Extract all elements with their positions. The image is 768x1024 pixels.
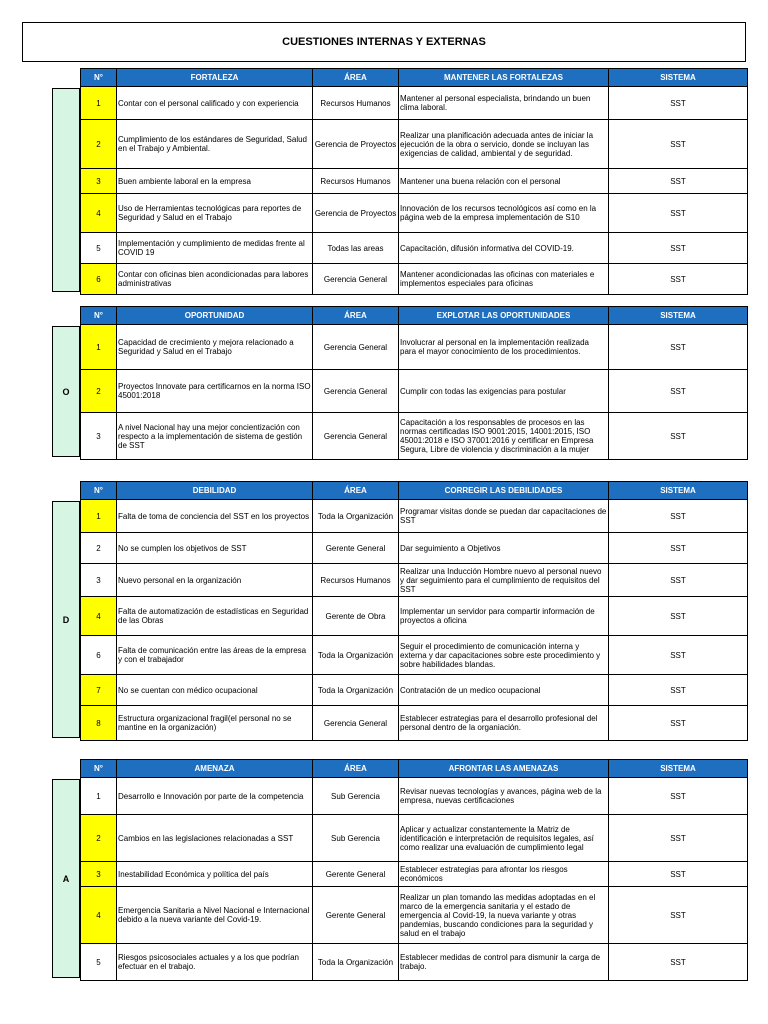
row-action: Capacitación a los responsables de procesos en las normas certificadas ISO 9001:2015, 14001:2015, ISO 45001:2018 e ISO 37001:2016 y certificar en Empresa Segura, Libre de violencia y discriminación a la mujer [399, 413, 609, 460]
row-sistema: SST [609, 862, 748, 887]
row-area: Sub Gerencia [313, 778, 399, 815]
table-row [81, 533, 748, 564]
row-area: Gerente General [313, 533, 399, 564]
row-action: Establecer estrategias para el desarrollo profesional del personal dentro de la organiación. [399, 706, 609, 741]
header-main: FORTALEZA [117, 69, 313, 87]
table-row [81, 597, 748, 636]
header-main: OPORTUNIDAD [117, 307, 313, 325]
row-action: Revisar nuevas tecnologías y avances, página web de la empresa, nuevas certificaciones [399, 778, 609, 815]
row-description: No se cumplen los objetivos de SST [117, 533, 313, 564]
row-description: Proyectos Innovate para certificarnos en la norma ISO 45001:2018 [117, 370, 313, 413]
row-area: Gerente General [313, 862, 399, 887]
row-sistema: SST [609, 944, 748, 981]
row-sistema: SST [609, 194, 748, 233]
header-area: ÁREA [313, 307, 399, 325]
row-action: Realizar una Inducción Hombre nuevo al personal nuevo y dar seguimiento para el cumplimiento de requisitos del SST [399, 564, 609, 597]
header-num: N° [81, 307, 117, 325]
header-action: EXPLOTAR LAS OPORTUNIDADES [399, 307, 609, 325]
row-area: Gerencia de Proyectos [313, 194, 399, 233]
row-action: Programar visitas donde se puedan dar capacitaciones de SST [399, 500, 609, 533]
row-sistema: SST [609, 264, 748, 295]
row-area: Toda la Organización [313, 675, 399, 706]
row-action: Realizar un plan tomando las medidas adoptadas en el marco de la emergencia sanitaria y el estado de emergencia al Covid-19, la nueva variante y otras pandemias, buscando condiciones para la seguridad y salud en el trabajo [399, 887, 609, 944]
row-description: Falta de toma de conciencia del SST en los proyectos [117, 500, 313, 533]
header-num: N° [81, 760, 117, 778]
row-description: Nuevo personal en la organización [117, 564, 313, 597]
row-sistema: SST [609, 169, 748, 194]
row-area: Gerencia General [313, 370, 399, 413]
row-area: Gerencia General [313, 413, 399, 460]
row-description: No se cuentan con médico ocupacional [117, 675, 313, 706]
table-row [81, 675, 748, 706]
row-sistema: SST [609, 500, 748, 533]
row-area: Gerencia General [313, 325, 399, 370]
row-area: Toda la Organización [313, 636, 399, 675]
row-area: Recursos Humanos [313, 169, 399, 194]
row-action: Implementar un servidor para compartir información de proyectos a oficina [399, 597, 609, 636]
row-number: 3 [81, 564, 117, 597]
header-sistema: SISTEMA [609, 307, 748, 325]
row-number: 1 [81, 87, 117, 120]
row-area: Recursos Humanos [313, 87, 399, 120]
header-area: ÁREA [313, 69, 399, 87]
table-row [81, 862, 748, 887]
table-amenaza [80, 759, 748, 981]
row-action: Cumplir con todas las exigencias para postular [399, 370, 609, 413]
row-description: Inestabilidad Económica y política del país [117, 862, 313, 887]
table-row [81, 233, 748, 264]
side-label-fortaleza [52, 88, 80, 292]
row-description: Contar con oficinas bien acondicionadas para labores administrativas [117, 264, 313, 295]
table-row [81, 370, 748, 413]
side-label-debilidad: D [52, 501, 80, 738]
row-sistema: SST [609, 413, 748, 460]
header-num: N° [81, 482, 117, 500]
row-sistema: SST [609, 815, 748, 862]
row-sistema: SST [609, 533, 748, 564]
table-row [81, 706, 748, 741]
row-description: Falta de comunicación entre las áreas de la empresa y con el trabajador [117, 636, 313, 675]
row-area: Gerente de Obra [313, 597, 399, 636]
row-number: 6 [81, 636, 117, 675]
row-number: 2 [81, 370, 117, 413]
row-sistema: SST [609, 636, 748, 675]
row-sistema: SST [609, 706, 748, 741]
row-action: Realizar una planificación adecuada antes de iniciar la ejecución de la obra o servicio, donde se incluyan las exigencias de calidad, ambiental y de seguridad. [399, 120, 609, 169]
row-description: Estructura organizacional fragil(el personal no se mantine en la organización) [117, 706, 313, 741]
row-description: Falta de automatización de estadísticas en Seguridad de las Obras [117, 597, 313, 636]
row-area: Toda la Organización [313, 944, 399, 981]
row-action: Capacitación, difusión informativa del COVID-19. [399, 233, 609, 264]
header-sistema: SISTEMA [609, 760, 748, 778]
header-action: AFRONTAR LAS AMENAZAS [399, 760, 609, 778]
row-sistema: SST [609, 233, 748, 264]
row-action: Mantener una buena relación con el personal [399, 169, 609, 194]
header-action: CORREGIR LAS DEBILIDADES [399, 482, 609, 500]
row-description: Contar con el personal calificado y con experiencia [117, 87, 313, 120]
table-row [81, 564, 748, 597]
row-description: Capacidad de crecimiento y mejora relacionado a Seguridad y Salud en el Trabajo [117, 325, 313, 370]
row-action: Establecer estrategias para afrontar los riesgos económicos [399, 862, 609, 887]
row-number: 3 [81, 413, 117, 460]
row-area: Gerente General [313, 887, 399, 944]
row-action: Innovación de los recursos tecnológicos así como en la página web de la empresa implementación de S10 [399, 194, 609, 233]
row-sistema: SST [609, 887, 748, 944]
header-area: ÁREA [313, 760, 399, 778]
row-description: Desarrollo e Innovación por parte de la competencia [117, 778, 313, 815]
row-sistema: SST [609, 120, 748, 169]
row-action: Aplicar y actualizar constantemente la Matriz de identificación e interpretación de requisitos legales, así como realizar una evaluación de cumplimiento legal [399, 815, 609, 862]
table-oportunidad [80, 306, 748, 460]
row-number: 1 [81, 500, 117, 533]
row-action: Involucrar al personal en la implementación realizada para el mayor conocimiento de los procedimientos. [399, 325, 609, 370]
row-number: 4 [81, 597, 117, 636]
row-description: Buen ambiente laboral en la empresa [117, 169, 313, 194]
row-number: 2 [81, 815, 117, 862]
row-sistema: SST [609, 87, 748, 120]
side-label-amenaza: A [52, 779, 80, 978]
table-row [81, 500, 748, 533]
row-description: Riesgos psicosociales actuales y a los que podrían efectuar en el trabajo. [117, 944, 313, 981]
row-area: Gerencia General [313, 264, 399, 295]
row-description: Emergencia Sanitaria a Nivel Nacional e Internacional debido a la nueva variante del Covid-19. [117, 887, 313, 944]
row-action: Dar seguimiento a Objetivos [399, 533, 609, 564]
table-row [81, 264, 748, 295]
side-label-oportunidad: O [52, 326, 80, 457]
row-description: Cambios en las legislaciones relacionadas a SST [117, 815, 313, 862]
header-num: N° [81, 69, 117, 87]
row-number: 5 [81, 944, 117, 981]
row-sistema: SST [609, 325, 748, 370]
row-area: Recursos Humanos [313, 564, 399, 597]
table-row [81, 87, 748, 120]
row-number: 6 [81, 264, 117, 295]
header-sistema: SISTEMA [609, 69, 748, 87]
table-row [81, 636, 748, 675]
row-number: 8 [81, 706, 117, 741]
header-action: MANTENER LAS FORTALEZAS [399, 69, 609, 87]
row-number: 4 [81, 887, 117, 944]
header-area: ÁREA [313, 482, 399, 500]
row-number: 2 [81, 533, 117, 564]
row-sistema: SST [609, 597, 748, 636]
row-action: Mantener acondicionadas las oficinas con materiales e implementos especiales para oficinas [399, 264, 609, 295]
table-row [81, 120, 748, 169]
table-row [81, 887, 748, 944]
table-row [81, 778, 748, 815]
table-row [81, 815, 748, 862]
row-description: Uso de Herramientas tecnológicas para reportes de Seguridad y Salud en el Trabajo [117, 194, 313, 233]
row-number: 1 [81, 778, 117, 815]
row-area: Gerencia General [313, 706, 399, 741]
row-number: 1 [81, 325, 117, 370]
row-action: Mantener al personal especialista, brindando un buen clima laboral. [399, 87, 609, 120]
row-action: Seguir el procedimiento de comunicación interna y externa y dar capacitaciones sobre este procedimiento y sobre habilidades blandas. [399, 636, 609, 675]
row-area: Sub Gerencia [313, 815, 399, 862]
table-row [81, 944, 748, 981]
header-sistema: SISTEMA [609, 482, 748, 500]
row-number: 3 [81, 862, 117, 887]
table-row [81, 169, 748, 194]
table-row [81, 325, 748, 370]
row-number: 2 [81, 120, 117, 169]
row-sistema: SST [609, 564, 748, 597]
table-row [81, 194, 748, 233]
row-number: 7 [81, 675, 117, 706]
row-sistema: SST [609, 370, 748, 413]
row-action: Contratación de un medico ocupacional [399, 675, 609, 706]
row-description: Cumplimiento de los estándares de Seguridad, Salud en el Trabajo y Ambiental. [117, 120, 313, 169]
row-number: 3 [81, 169, 117, 194]
row-sistema: SST [609, 675, 748, 706]
table-row [81, 413, 748, 460]
header-main: AMENAZA [117, 760, 313, 778]
table-fortaleza [80, 68, 748, 295]
table-debilidad [80, 481, 748, 741]
row-number: 5 [81, 233, 117, 264]
page-title: CUESTIONES INTERNAS Y EXTERNAS [22, 22, 746, 62]
row-action: Establecer medidas de control para dismunir la carga de trabajo. [399, 944, 609, 981]
row-area: Toda la Organización [313, 500, 399, 533]
row-number: 4 [81, 194, 117, 233]
row-description: A nivel Nacional hay una mejor concientización con respecto a la implementación de sistema de gestión de SST [117, 413, 313, 460]
row-description: Implementación y cumplimiento de medidas frente al COVID 19 [117, 233, 313, 264]
row-area: Gerencia de Proyectos [313, 120, 399, 169]
row-area: Todas las areas [313, 233, 399, 264]
row-sistema: SST [609, 778, 748, 815]
header-main: DEBILIDAD [117, 482, 313, 500]
